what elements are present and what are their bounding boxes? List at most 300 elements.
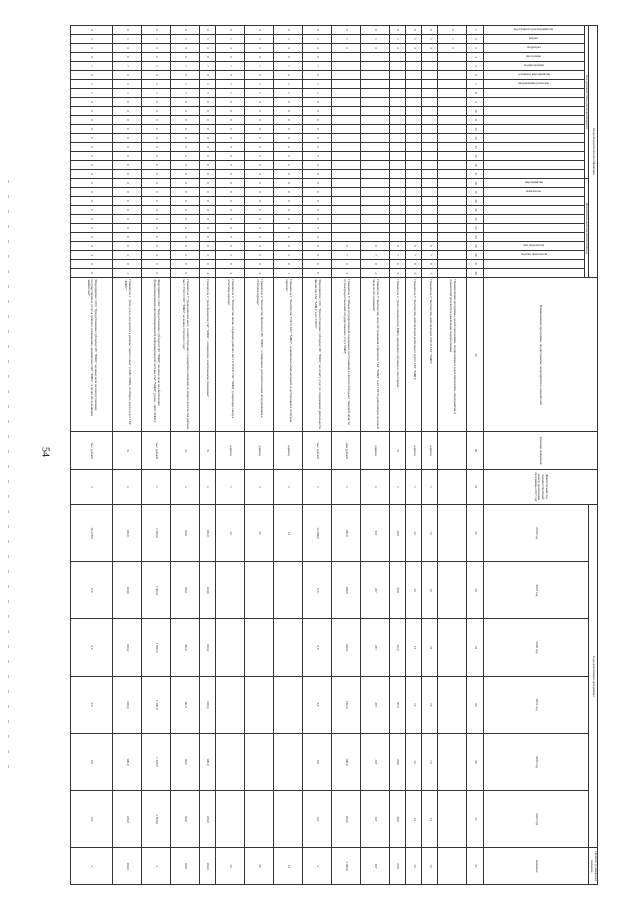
code-cell: 0 [141, 179, 170, 188]
index-cell: 14 [467, 143, 483, 152]
code-cell: 0 [216, 161, 245, 170]
unit-cell: тыс. рублей [71, 432, 113, 469]
code-cell: 0 [302, 206, 331, 215]
total-cell: 35 [245, 848, 274, 885]
actual-cell: х [302, 469, 331, 504]
target-header: Целевое (суммарное) значение [589, 848, 598, 885]
code-cell: 0 [71, 269, 113, 278]
year-value-cell: 0,0 [71, 676, 113, 733]
code-cell [422, 71, 438, 80]
code-cell: 1 [71, 80, 113, 89]
scan-dot [8, 195, 9, 198]
code-cell: 1 [245, 35, 274, 44]
code-cell: 0 [112, 197, 141, 206]
scan-dot [8, 435, 9, 438]
code-cell: 0 [273, 107, 302, 116]
year-value-cell: 237 [360, 562, 389, 619]
year-value-cell: 80,0 [170, 619, 199, 676]
code-cell: 0 [245, 260, 274, 269]
code-cell: 0 [216, 152, 245, 161]
code-cell [438, 206, 467, 215]
year-value-cell: 0,0 [302, 791, 331, 848]
code-col-header [483, 152, 584, 161]
year-value-cell: 100,0 [199, 676, 215, 733]
code-cell: 3 [71, 44, 113, 53]
year-value-cell: 100,0 [112, 619, 141, 676]
scan-dot [8, 330, 9, 333]
code-cell: 0 [170, 188, 199, 197]
code-cell: 0 [71, 188, 113, 197]
description-cell: Показатель 3 "Количество действующих мобильных групп ГАУ "МФЦ" [406, 278, 422, 432]
code-cell [360, 224, 389, 233]
code-cell: 3 [389, 44, 405, 53]
code-cell [389, 188, 405, 197]
code-cell: 1 [199, 80, 215, 89]
unit-cell: единиц [422, 432, 438, 469]
year-value-cell: 180,0 [331, 676, 360, 733]
code-cell [331, 62, 360, 71]
index-cell: 24 [467, 233, 483, 242]
code-cell [406, 134, 422, 143]
index-cell: 21 [467, 206, 483, 215]
code-cell [438, 107, 467, 116]
code-cell [331, 206, 360, 215]
code-cell: 0 [71, 161, 113, 170]
code-cell: 7 [331, 251, 360, 260]
header-row-1 [589, 26, 598, 885]
scan-dot [8, 735, 9, 738]
code-cell [406, 206, 422, 215]
value-header: значение [483, 848, 589, 885]
code-cell [438, 71, 467, 80]
code-cell [422, 170, 438, 179]
code-cell: 3 [112, 44, 141, 53]
code-col-label: тип показателя [523, 243, 545, 248]
code-cell: 0 [273, 152, 302, 161]
code-col-header [483, 197, 584, 206]
index-cell: 8 [467, 89, 483, 98]
index-cell: 28 [467, 269, 483, 278]
year-value-cell: 180,0 [331, 619, 360, 676]
code-col-label: код главного распорядителя [514, 27, 554, 32]
scan-dot [8, 375, 9, 378]
year-value-cell: 18 225,0 [71, 504, 113, 561]
code-cell [422, 215, 438, 224]
code-cell: 7 [199, 62, 215, 71]
code-cell: 0 [112, 161, 141, 170]
code-cell: 3 [360, 44, 389, 53]
code-cell: 0 [302, 143, 331, 152]
code-cell: 0 [170, 26, 199, 35]
year-value-cell [273, 562, 302, 619]
code-cell: 0 [199, 26, 215, 35]
code-cell [406, 143, 422, 152]
code-cell [389, 89, 405, 98]
total-cell: 80,0 [170, 848, 199, 885]
code-cell [360, 143, 389, 152]
year-value-cell: 100,0 [199, 504, 215, 561]
code-cell: 3 [112, 251, 141, 260]
index-cell: 2 [467, 35, 483, 44]
period-header: Годы реализации программы [589, 504, 598, 847]
code-cell [406, 53, 422, 62]
code-cell [438, 143, 467, 152]
unit-cell: % [170, 432, 199, 469]
code-cell: 0 [112, 152, 141, 161]
code-cell [389, 62, 405, 71]
code-cell: 0 [170, 206, 199, 215]
code-cell: 0 [112, 26, 141, 35]
year-value-cell [438, 619, 467, 676]
actual-cell: х [406, 469, 422, 504]
code-cell [360, 170, 389, 179]
description-cell: Показатель 1 "Количество ТОСП ГАУ "МФЦ", оснащенных компьютерной и оргтехникой в отчетном периоде" [273, 278, 302, 432]
year-value-cell: 100,0 [199, 733, 215, 790]
code-cell [438, 179, 467, 188]
year-value-cell: 12 [406, 504, 422, 561]
code-cell: 0 [71, 26, 113, 35]
code-cell: 0 [141, 116, 170, 125]
total-cell: 20,0 [389, 848, 405, 885]
code-cell: 3 [141, 251, 170, 260]
code-cell: 0 [199, 260, 215, 269]
total-cell: 1 080,0 [331, 848, 360, 885]
code-cell: 2 [406, 269, 422, 278]
code-cell: 0 [302, 116, 331, 125]
total-cell: 12 [216, 848, 245, 885]
code-cell [389, 80, 405, 89]
code-col-header [483, 62, 584, 71]
code-cell: 7 [406, 251, 422, 260]
scan-dot [8, 540, 9, 543]
code-cell: 0 [199, 242, 215, 251]
year-value-cell [216, 619, 245, 676]
code-cell: 0 [422, 260, 438, 269]
code-cell: 0 [245, 71, 274, 80]
code-cell: 4 [360, 269, 389, 278]
index-cell: 36 [467, 733, 483, 790]
code-cell: 7 [389, 251, 405, 260]
code-cell: 0 [422, 26, 438, 35]
code-cell: 0 [273, 206, 302, 215]
code-cell [389, 143, 405, 152]
code-cell: 1 [360, 35, 389, 44]
year-value-cell: 80,0 [170, 676, 199, 733]
code-cell: 0 [141, 71, 170, 80]
year-value-cell: 100,0 [112, 504, 141, 561]
code-cell [360, 161, 389, 170]
actual-cell: х [112, 469, 141, 504]
code-cell [422, 125, 438, 134]
code-cell: 0 [71, 179, 113, 188]
code-cell: 0 [170, 215, 199, 224]
code-col-header [483, 107, 584, 116]
total-cell: х [141, 848, 170, 885]
unit-cell [438, 432, 467, 469]
code-cell [422, 116, 438, 125]
code-cell [406, 215, 422, 224]
index-cell: 31 [467, 469, 483, 504]
code-cell [360, 179, 389, 188]
year-value-cell: 237 [360, 676, 389, 733]
year-value-cell [216, 733, 245, 790]
code-cell: 0 [170, 242, 199, 251]
code-cell: 2 [170, 251, 199, 260]
code-cell: 1 [170, 35, 199, 44]
code-cell: 0 [245, 152, 274, 161]
code-col-label: подраздел [526, 45, 541, 50]
code-cell: 0 [199, 71, 215, 80]
code-cell [438, 98, 467, 107]
total-cell: 72 [422, 848, 438, 885]
code-cell: 0 [199, 134, 215, 143]
code-cell: 1 [302, 89, 331, 98]
code-cell: 0 [406, 242, 422, 251]
code-cell: 0 [245, 53, 274, 62]
code-cell [360, 134, 389, 143]
code-cell: 0 [112, 188, 141, 197]
code-cell: 0 [302, 260, 331, 269]
scan-dot [8, 630, 9, 633]
actual-cell: х [273, 469, 302, 504]
code-cell: 3 [199, 44, 215, 53]
scan-dot [8, 300, 9, 303]
code-cell [438, 224, 467, 233]
code-cell [331, 170, 360, 179]
description-cell: Показатель 6 "Объем государственной поддержки, поступившей в областной бюджет Тверской области путем предоставления государственных услуг МФЦ" [331, 278, 360, 432]
code-cell: 4 [71, 251, 113, 260]
code-cell: 3 [331, 44, 360, 53]
code-cell [360, 125, 389, 134]
actual-cell: х [389, 469, 405, 504]
code-cell: 0 [302, 71, 331, 80]
code-cell: 0 [302, 134, 331, 143]
code-cell: 0 [245, 233, 274, 242]
year-value-cell: 20,0 [389, 733, 405, 790]
code-cell: 1 [199, 89, 215, 98]
index-cell: 34 [467, 619, 483, 676]
page-number: 54 [39, 447, 51, 457]
index-cell: 10 [467, 107, 483, 116]
code-col-header [483, 206, 584, 215]
code-col-label: мероприятие [524, 180, 543, 185]
code-cell: 1 [216, 35, 245, 44]
scan-dot [8, 360, 9, 363]
code-cell [406, 116, 422, 125]
code-col-header [483, 71, 584, 80]
scan-dot [8, 615, 9, 618]
description-cell: Показатель 4 "Доля специалистов МФЦ, прошедших обучение и аттестацию" [389, 278, 405, 432]
code-cell [406, 152, 422, 161]
actual-cell: х [331, 469, 360, 504]
code-cell: 0 [216, 98, 245, 107]
code-cell: 0 [141, 242, 170, 251]
year-value-cell [245, 733, 274, 790]
code-cell: 0 [389, 260, 405, 269]
code-cell: 7 [141, 62, 170, 71]
code-cell: 3 [245, 44, 274, 53]
code-cell [438, 80, 467, 89]
code-col-header [483, 89, 584, 98]
scan-dot [8, 585, 9, 588]
code-cell [389, 134, 405, 143]
code-cell: 1 [273, 269, 302, 278]
code-col-header [483, 35, 584, 44]
code-cell: 0 [216, 116, 245, 125]
code-cell [360, 53, 389, 62]
code-cell: 0 [273, 233, 302, 242]
year-value-cell: 237 [360, 619, 389, 676]
code-cell [438, 89, 467, 98]
code-col-header [483, 179, 584, 188]
code-cell [422, 152, 438, 161]
scan-dot [8, 345, 9, 348]
code-cell: 0 [170, 107, 199, 116]
year-value-cell: 237 [360, 504, 389, 561]
code-cell: 3 [141, 44, 170, 53]
code-cell [389, 53, 405, 62]
code-cell: 0 [71, 197, 113, 206]
code-cell: 7 [71, 62, 113, 71]
code-cell: 0 [273, 260, 302, 269]
unit-cell: единиц [216, 432, 245, 469]
year-value-cell: 20,0 [389, 791, 405, 848]
year-value-cell: 72 [422, 676, 438, 733]
code-cell: 0 [406, 26, 422, 35]
code-cell [389, 152, 405, 161]
code-cell [360, 215, 389, 224]
code-cell: 0 [112, 134, 141, 143]
total-cell [438, 848, 467, 885]
year-value-cell [438, 562, 467, 619]
code-cell: 1 [406, 35, 422, 44]
code-cell: 1 [245, 89, 274, 98]
year-value-cell: 0,0 [71, 791, 113, 848]
code-cell: 0 [71, 233, 113, 242]
code-cell: 1 [273, 89, 302, 98]
code-cell: 0 [245, 197, 274, 206]
year-header: 2022 год [483, 733, 589, 790]
year-value-cell: 80,0 [170, 562, 199, 619]
code-cell: 0 [112, 260, 141, 269]
code-cell: 0 [170, 233, 199, 242]
code-col-header [483, 161, 584, 170]
year-value-cell: 20,0 [389, 504, 405, 561]
scan-dot [8, 750, 9, 753]
index-cell: 37 [467, 791, 483, 848]
code-cell [406, 80, 422, 89]
code-cell [389, 71, 405, 80]
unit-cell: единиц [245, 432, 274, 469]
code-cell [438, 215, 467, 224]
code-col-label: направление расходов [518, 81, 550, 86]
year-value-cell [216, 676, 245, 733]
code-cell [406, 179, 422, 188]
table-row [422, 26, 438, 885]
table-row [112, 26, 141, 885]
code-cell [422, 161, 438, 170]
scan-dot [8, 255, 9, 258]
code-cell [331, 143, 360, 152]
code-col-header [483, 134, 584, 143]
code-cell [406, 161, 422, 170]
total-cell: 12 [406, 848, 422, 885]
code-cell: 0 [199, 161, 215, 170]
table-row [199, 26, 215, 885]
year-header: 2018 год [483, 504, 589, 561]
unit-header: Единица измерения [483, 432, 597, 469]
code-cell [438, 233, 467, 242]
code-cell: 0 [141, 26, 170, 35]
index-cell: 26 [467, 251, 483, 260]
code-cell: 0 [170, 161, 199, 170]
code-cell: 0 [170, 98, 199, 107]
year-value-cell [245, 619, 274, 676]
year-value-cell: 12 [406, 619, 422, 676]
year-value-cell: 80,0 [170, 733, 199, 790]
year-value-cell: 100,0 [112, 562, 141, 619]
scan-dot [8, 525, 9, 528]
total-cell: х [302, 848, 331, 885]
code-cell [422, 233, 438, 242]
code-cell [360, 188, 389, 197]
description-cell: Показатель 1 "Доля услуг, доступных в режиме "одного окна" в АИС МФЦ, от общего числа услуг ГАУ "МФЦ"" [112, 278, 141, 432]
code-cell: 0 [199, 125, 215, 134]
code-cell: 0 [331, 26, 360, 35]
code-col-header [483, 215, 584, 224]
description-cell: Мероприятие 1.002 "Предоставление субсидии ГАУ "МФЦ" на иные цели на обеспечение функционирования автоматизированной информационной системы ГАУ "МФЦ" (далее - АИС МФЦ)" [141, 278, 170, 432]
code-col-label: основное мероприятие [517, 72, 550, 77]
year-value-cell [273, 791, 302, 848]
code-cell [389, 224, 405, 233]
code-cell: 0 [302, 98, 331, 107]
code-cell: 0 [273, 224, 302, 233]
code-cell [438, 170, 467, 179]
index-cell: 25 [467, 242, 483, 251]
code-cell [422, 107, 438, 116]
year-header: 2020 год [483, 619, 589, 676]
description-cell: Показатель 4 "Доля филиалов ГАУ "МФЦ", оснащенных электронными очередями" [199, 278, 215, 432]
scan-dot [8, 465, 9, 468]
description-cell: Наименование программы, целей программы, подпрограмм и задач программы, мероприятий и показателей результатов реализации подпрограммы [438, 278, 467, 432]
code-cell [406, 224, 422, 233]
code-cell: 0 [170, 224, 199, 233]
code-cell: 0 [199, 143, 215, 152]
code-cell: 0 [141, 197, 170, 206]
code-cell: 0 [273, 188, 302, 197]
code-cell: 0 [245, 26, 274, 35]
scan-dot [8, 390, 9, 393]
code-cell: 0 [273, 143, 302, 152]
code-cell: 0 [71, 116, 113, 125]
index-cell: 18 [467, 179, 483, 188]
actual-cell: х [141, 469, 170, 504]
code-cell: 0 [199, 98, 215, 107]
year-value-cell: 1 500,0 [141, 619, 170, 676]
table-row [245, 26, 274, 885]
scan-artifacts [8, 180, 10, 780]
code-cell: 0 [199, 170, 215, 179]
code-cell [438, 197, 467, 206]
total-cell: 237 [360, 848, 389, 885]
code-cell: 0 [71, 71, 113, 80]
code-cell: 0 [245, 98, 274, 107]
code-cell [438, 260, 467, 269]
code-cell: 1 [245, 80, 274, 89]
code-cell: 0 [170, 125, 199, 134]
year-value-cell: 237 [360, 733, 389, 790]
code-cell: 3 [273, 44, 302, 53]
